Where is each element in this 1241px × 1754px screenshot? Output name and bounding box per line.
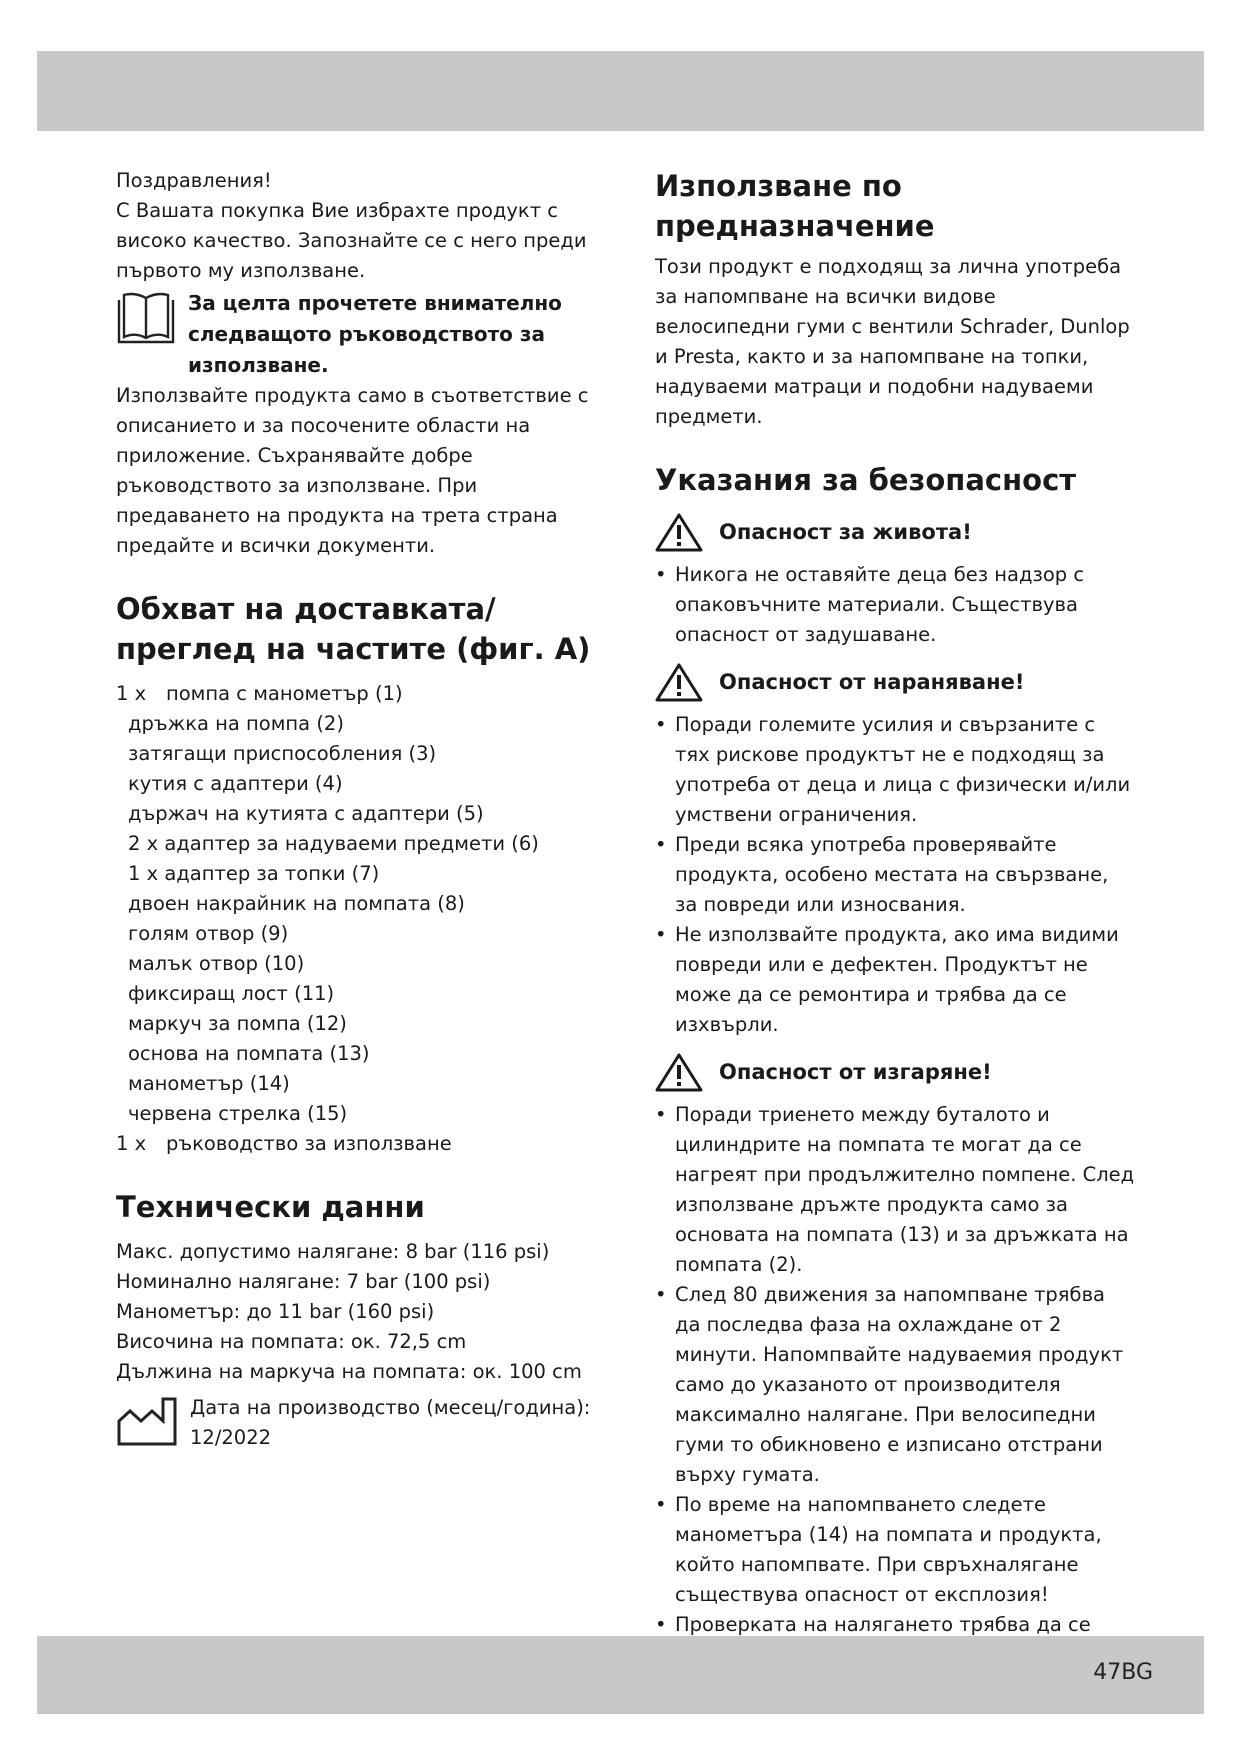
warning-heading	[655, 1052, 1135, 1096]
scope-heading: Обхват на доставката/ преглед на частите (фиг. А)	[116, 592, 591, 666]
scope-item-qty: 1 x	[116, 682, 147, 705]
intended-use-heading: Използване по предназначение	[655, 169, 935, 243]
scope-item-label: двоен накрайник на помпата (8)	[128, 892, 465, 915]
warning-bullets	[655, 1100, 1135, 1700]
scope-item-label: дръжка на помпа (2)	[128, 712, 344, 735]
footer-band	[37, 1636, 1204, 1714]
bullet-item: • Поради триенето между буталото и цилиндрите на помпата те могат да се нагреят при продължително помпене. След използване дръжте продукта само за основата на помпата (13) и за дръжката на помпата (2).	[655, 1100, 1135, 1280]
warning-heading	[655, 662, 1135, 706]
warning-triangle-icon	[655, 1052, 703, 1096]
manufacture-date	[116, 1393, 596, 1453]
scope-item-label: фиксиращ лост (11)	[128, 982, 335, 1005]
tech-data-line: Манометър: до 11 bar (160 psi)	[116, 1300, 435, 1323]
scope-item-label: червена стрелка (15)	[128, 1102, 348, 1125]
bullet-item: • След 80 движения за напомпване трябва да последва фаза на охлаждане от 2 минути. Напомпвайте надуваемия продукт само до указаното от производителя максимално налягане. При велосипедни гуми то обикновено е изписано отстрани върху гумата.	[655, 1280, 1135, 1490]
scope-item-label: малък отвор (10)	[128, 952, 305, 975]
warning-heading	[655, 512, 1135, 556]
tech-data-line: Номинално налягане: 7 bar (100 psi)	[116, 1270, 491, 1293]
scope-item	[116, 919, 596, 949]
date-label: Дата на производство (месец/година):	[190, 1396, 591, 1419]
warning-triangle-icon	[655, 662, 703, 706]
scope-item	[116, 1099, 596, 1129]
scope-item-label: ръководство за използване	[166, 1132, 452, 1155]
bullet-item: • Поради големите усилия и свързаните с тях рискове продуктът не е подходящ за употреба от деца и лица с физически и/или умствени ограничения.	[655, 710, 1135, 830]
scope-item	[116, 949, 596, 979]
tech-heading: Технически данни	[116, 1190, 425, 1224]
factory-icon	[116, 1397, 178, 1451]
tech-data-list	[116, 1237, 596, 1387]
scope-list	[116, 679, 596, 1159]
book-icon	[116, 292, 176, 350]
bullet-item: • Никога не оставяйте деца без надзор с опаковъчните материали. Съществува опасност от задушаване.	[655, 560, 1135, 650]
date-value: 12/2022	[190, 1426, 272, 1449]
scope-item	[116, 769, 596, 799]
bullet-item: • Преди всяка употреба проверявайте продукта, особено местата на свързване, за повреди или износвания.	[655, 830, 1135, 920]
scope-item-label: 2 x адаптер за надуваеми предмети (6)	[128, 832, 539, 855]
usage-text: Използвайте продукта само в съответствие с описанието и за посочените области на приложение. Съхранявайте добре ръководството за използване. При предаването на продукта на трета страна предайте и всички документи.	[116, 384, 589, 557]
safety-warnings	[655, 512, 1135, 1700]
scope-item	[116, 859, 596, 889]
read-note-text: За целта прочетете внимателно следващото ръководството за използване.	[188, 291, 562, 377]
read-manual-note	[116, 288, 596, 381]
bullet-item: • По време на напомпването следете манометъра (14) на помпата и продукта, който напомпвате. При свръхналягане съществува опасност от експлозия!	[655, 1490, 1135, 1610]
intended-use-text: Този продукт е подходящ за лична употреба за напомпване на всички видове велосипедни гуми с вентили Schrader, Dunlop и Presta, както и за напомпване на топки, надуваеми матраци и подобни надуваеми предмети.	[655, 255, 1130, 428]
scope-item	[116, 829, 596, 859]
greeting: Поздравления!	[116, 169, 272, 192]
scope-item-label: манометър (14)	[128, 1072, 290, 1095]
scope-item	[116, 1039, 596, 1069]
bullet-item: • Не използвайте продукта, ако има видими повреди или е дефектен. Продуктът не може да се ремонтира и трябва да се изхвърли.	[655, 920, 1135, 1040]
scope-item	[116, 709, 596, 739]
scope-item-qty: 1 x	[116, 1132, 147, 1155]
warning-title: Опасност за живота!	[719, 520, 972, 544]
intro-text: С Вашата покупка Вие избрахте продукт с високо качество. Запознайте се с него преди първото му използване.	[116, 199, 587, 282]
left-column	[116, 166, 596, 1453]
scope-item	[116, 1129, 596, 1159]
safety-heading: Указания за безопасност	[655, 463, 1077, 497]
tech-data-line: Дължина на маркуча на помпата: ок. 100 cm	[116, 1360, 582, 1383]
bullet-item: • Проверката на налягането трябва да се	[655, 1610, 1135, 1700]
tech-data-line: Височина на помпата: ок. 72,5 cm	[116, 1330, 467, 1353]
warning-title: Опасност от нараняване!	[719, 670, 1025, 694]
scope-item-label: затягащи приспособления (3)	[128, 742, 437, 765]
scope-item-label: голям отвор (9)	[128, 922, 289, 945]
warning-bullets	[655, 710, 1135, 1040]
scope-item-label: държач на кутията с адаптери (5)	[128, 802, 484, 825]
page-number: 47BG	[1093, 1660, 1153, 1685]
warning-title: Опасност от изгаряне!	[719, 1060, 992, 1084]
header-band	[37, 51, 1204, 131]
scope-item-label: маркуч за помпа (12)	[128, 1012, 347, 1035]
warning-triangle-icon	[655, 512, 703, 556]
scope-item	[116, 679, 596, 709]
scope-item	[116, 739, 596, 769]
right-column	[655, 166, 1135, 1700]
scope-item	[116, 799, 596, 829]
scope-item	[116, 1009, 596, 1039]
scope-item-label: помпа с манометър (1)	[166, 682, 403, 705]
tech-data-line: Макс. допустимо налягане: 8 bar (116 psi)	[116, 1240, 550, 1263]
scope-item	[116, 979, 596, 1009]
scope-item	[116, 1069, 596, 1099]
scope-item-label: основа на помпата (13)	[128, 1042, 370, 1065]
scope-item-label: 1 x адаптер за топки (7)	[128, 862, 380, 885]
scope-item-label: кутия с адаптери (4)	[128, 772, 343, 795]
warning-bullets	[655, 560, 1135, 650]
scope-item	[116, 889, 596, 919]
